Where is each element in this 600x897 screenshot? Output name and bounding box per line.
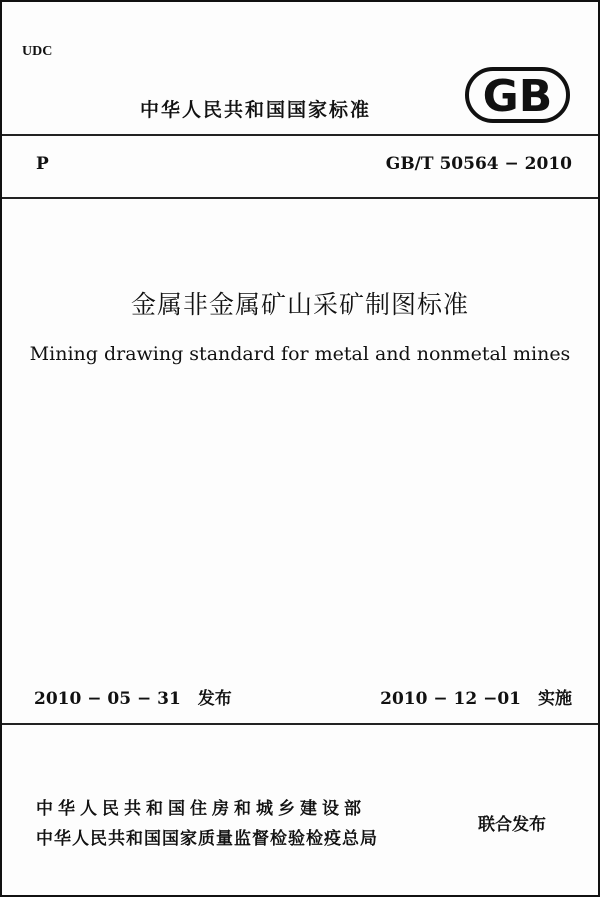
- classification-code: P: [36, 154, 49, 174]
- chinese-title: 金属非金属矿山采矿制图标准: [130, 290, 469, 319]
- divider-header: [2, 197, 598, 199]
- national-standard-heading: 中华人民共和国国家标准: [140, 99, 372, 121]
- issuer-ministry-housing: 中华人民共和国住房和城乡建设部: [36, 799, 366, 819]
- joint-issue-label: 联合发布: [478, 815, 546, 835]
- implement-date: 2010 − 12 −01 实施: [380, 689, 572, 709]
- divider-footer: [2, 723, 598, 725]
- divider-top: [2, 134, 598, 136]
- english-title: Mining drawing standard for metal and nonmetal mines: [29, 343, 571, 365]
- gb-logo: [464, 66, 571, 124]
- issuer-aqsiq: 中华人民共和国国家质量监督检验检疫总局: [36, 829, 378, 849]
- udc-label: UDC: [22, 44, 53, 59]
- standard-number: GB/T 50564 − 2010: [385, 154, 572, 174]
- svg-text:GB: GB: [482, 71, 553, 122]
- publish-date: 2010 − 05 − 31 发布: [34, 689, 232, 709]
